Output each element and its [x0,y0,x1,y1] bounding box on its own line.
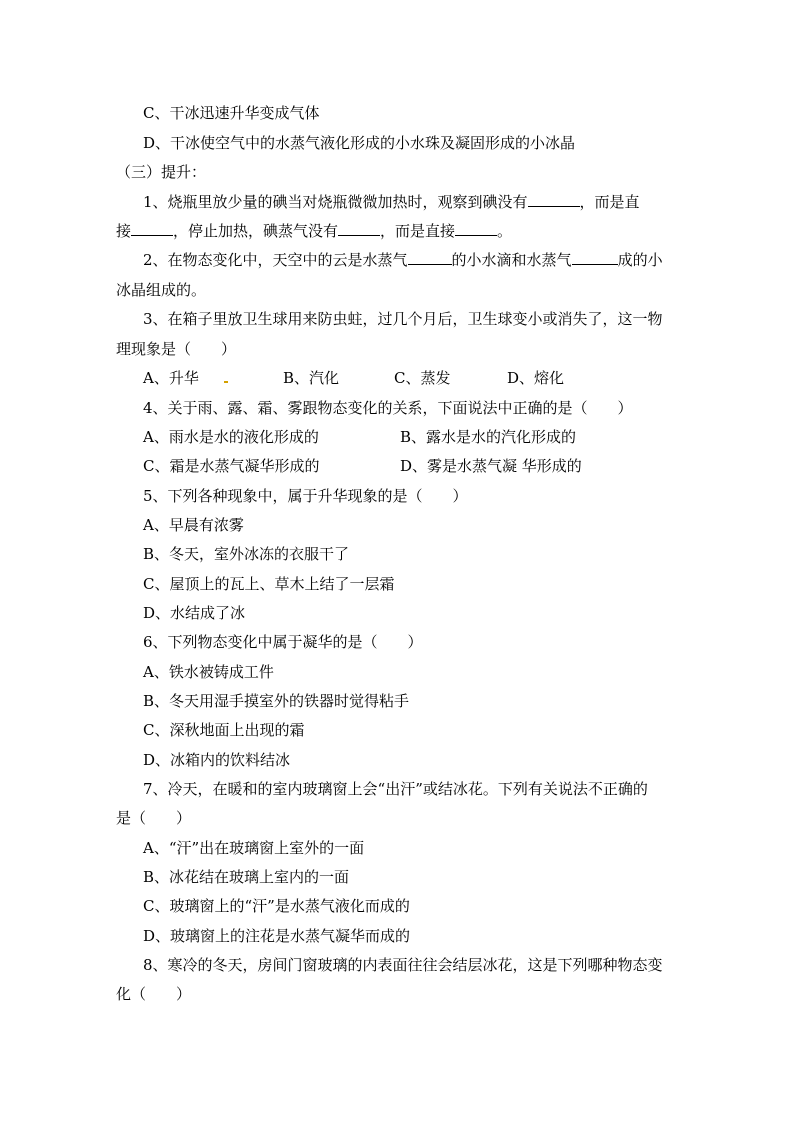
question-2-line-1 [143,250,663,270]
q4-option-c: C、霜是水蒸气凝华形成的 [143,457,320,475]
question-3-line-1: 3、在箱子里放卫生球用来防虫蛀，过几个月后，卫生球变小或消失了，这一物 [143,310,663,328]
q7-option-b: B、冰花结在玻璃上室内的一面 [143,868,350,886]
q5-option-c: C、屋顶上的瓦上、草木上结了一层霜 [143,575,395,593]
q7-option-a: A、“汗”出在玻璃窗上室外的一面 [143,839,365,857]
q3-option-b: B、汽化 [283,369,340,387]
q6-option-a: A、铁水被铸成工件 [143,663,274,681]
question-1-line-2 [116,221,512,241]
q1-text-a: 1、烧瓶里放少量的碘当对烧瓶微微加热时，观察到碘没有 [143,193,528,211]
q3-option-d: D、熔化 [507,369,565,387]
q3-option-a: A、升华 [143,369,199,387]
q7-option-c: C、玻璃窗上的“汗”是水蒸气液化而成的 [143,897,410,915]
q1-blank-2[interactable] [131,221,173,236]
question-8-line-1: 8、寒冷的冬天，房间门窗玻璃的内表面往往会结层冰花，这是下列哪种物态变 [143,956,663,974]
q2-blank-2[interactable] [572,250,618,265]
stray-mark [224,381,228,383]
q4-option-a: A、雨水是水的液化形成的 [143,428,319,446]
q6-option-b: B、冬天用湿手摸室外的铁器时觉得粘手 [143,692,410,710]
option-c-dry-ice: C、干冰迅速升华变成气体 [143,104,320,122]
question-6: 6、下列物态变化中属于凝华的是（ ） [143,633,423,651]
question-7-line-2: 是（ ） [116,809,192,827]
section-heading-improve: （三）提升： [116,163,207,181]
q2-blank-1[interactable] [408,250,452,265]
q2-text-b: 的小水滴和水蒸气 [451,251,572,269]
q1-text-f: 。 [497,222,513,240]
question-3-line-2: 理现象是（ ） [116,340,237,358]
q1-blank-3[interactable] [338,221,380,236]
q7-option-d: D、玻璃窗上的注花是水蒸气凝华而成的 [143,927,411,945]
question-5: 5、下列各种现象中，属于升华现象的是（ ） [143,487,468,505]
q3-option-c: C、蒸发 [394,369,451,387]
q4-option-d: D、雾是水蒸气凝 华形成的 [400,457,582,475]
question-7-line-1: 7、冷天，在暖和的室内玻璃窗上会“出汗”或结冰花。下列有关说法不正确的 [143,780,648,798]
q6-option-d: D、冰箱内的饮料结冰 [143,751,291,769]
q1-text-b: ，而是直 [579,193,640,211]
q1-text-c: 接 [116,222,132,240]
option-d-dry-ice: D、干冰使空气中的水蒸气液化形成的小水珠及凝固形成的小冰晶 [143,134,576,152]
q1-blank-1[interactable] [528,192,580,207]
q1-blank-4[interactable] [455,221,497,236]
q1-text-e: ，而是直接 [380,222,456,240]
q5-option-a: A、早晨有浓雾 [143,516,244,534]
q5-option-d: D、水结成了冰 [143,604,246,622]
q4-option-b: B、露水是水的汽化形成的 [400,428,577,446]
q2-text-c: 成的小 [617,251,663,269]
question-4: 4、关于雨、露、霜、雾跟物态变化的关系，下面说法中正确的是（ ） [143,399,633,417]
q6-option-c: C、深秋地面上出现的霜 [143,721,305,739]
question-1-line-1 [143,192,640,212]
question-8-line-2: 化（ ） [116,985,192,1003]
q1-text-d: ，停止加热，碘蒸气没有 [173,222,339,240]
question-2-line-2: 冰晶组成的。 [116,281,207,299]
q5-option-b: B、冬天，室外冰冻的衣服干了 [143,545,350,563]
q2-text-a: 2、在物态变化中，天空中的云是水蒸气 [143,251,408,269]
